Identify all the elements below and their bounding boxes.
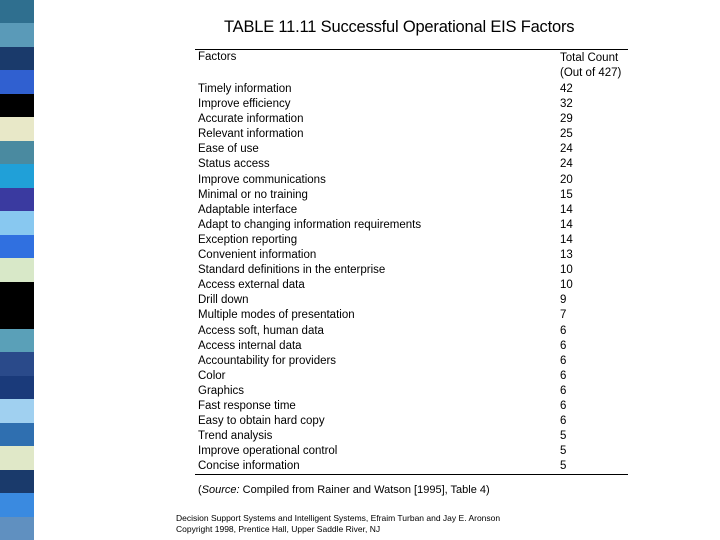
count-cell: 14 — [560, 203, 573, 216]
table-row — [198, 233, 628, 248]
factor-cell: Accurate information — [198, 113, 304, 126]
stripe-block — [0, 305, 34, 328]
count-cell: 5 — [560, 460, 567, 473]
stripe-block — [0, 47, 34, 70]
stripe-block — [0, 446, 34, 469]
factor-cell: Color — [198, 369, 226, 382]
column-header-total-count — [560, 51, 621, 81]
decorative-color-stripe — [0, 0, 34, 540]
stripe-block — [0, 23, 34, 46]
table-row — [198, 263, 628, 278]
source-open-paren: ( — [198, 484, 202, 496]
count-cell: 6 — [560, 354, 567, 367]
count-cell: 9 — [560, 294, 567, 307]
count-cell: 42 — [560, 83, 573, 95]
count-cell: 6 — [560, 399, 567, 412]
stripe-block — [0, 493, 34, 516]
count-cell: 10 — [560, 264, 573, 277]
table-row — [198, 399, 628, 414]
stripe-block — [0, 94, 34, 117]
table-row — [198, 293, 628, 308]
factor-cell: Exception reporting — [198, 233, 298, 246]
factor-cell: Status access — [198, 158, 270, 171]
count-cell: 7 — [560, 309, 567, 322]
factor-cell: Multiple modes of presentation — [198, 309, 355, 322]
stripe-block — [0, 517, 34, 540]
count-cell: 6 — [560, 369, 567, 382]
table-row — [198, 188, 628, 203]
table-row — [198, 278, 628, 293]
column-header-total-line1: Total Count — [560, 52, 619, 64]
factor-cell: Accountability for providers — [198, 354, 337, 367]
count-cell: 6 — [560, 339, 567, 352]
table-body — [198, 82, 628, 474]
column-header-total-line2: (Out of 427) — [560, 67, 622, 79]
column-header-factors: Factors — [198, 51, 237, 63]
table-top-rule — [195, 49, 628, 50]
source-text: Compiled from Rainer and Watson [1995], Table 4) — [239, 484, 490, 496]
count-cell: 13 — [560, 249, 573, 262]
table-row — [198, 429, 628, 444]
count-cell: 6 — [560, 324, 567, 337]
table-row — [198, 384, 628, 399]
table-row — [198, 308, 628, 323]
count-cell: 5 — [560, 430, 567, 443]
count-cell: 14 — [560, 233, 573, 246]
table-row — [198, 142, 628, 157]
table-title: TABLE 11.11 Successful Operational EIS Factors — [224, 18, 575, 36]
factor-cell: Concise information — [198, 460, 300, 473]
count-cell: 25 — [560, 128, 573, 141]
count-cell: 14 — [560, 218, 573, 231]
copyright-credit — [176, 513, 500, 535]
table-row — [198, 127, 628, 142]
table-row — [198, 248, 628, 263]
table-row — [198, 339, 628, 354]
factor-cell: Access external data — [198, 279, 305, 292]
factor-cell: Easy to obtain hard copy — [198, 415, 325, 428]
table-row — [198, 97, 628, 112]
table-row — [198, 203, 628, 218]
count-cell: 20 — [560, 173, 573, 186]
factor-cell: Ease of use — [198, 143, 259, 156]
table-row — [198, 157, 628, 172]
stripe-block — [0, 470, 34, 493]
factor-cell: Adapt to changing information requirements — [198, 218, 422, 231]
table-row — [198, 369, 628, 384]
stripe-block — [0, 329, 34, 352]
stripe-block — [0, 0, 34, 23]
stripe-block — [0, 70, 34, 93]
table-row — [198, 112, 628, 127]
factor-cell: Relevant information — [198, 128, 304, 141]
table-row — [198, 173, 628, 188]
table-row — [198, 459, 628, 474]
stripe-block — [0, 376, 34, 399]
factor-cell: Access soft, human data — [198, 324, 324, 337]
credit-line1: Decision Support Systems and Intelligent Systems, Efraim Turban and Jay E. Aronson — [176, 513, 501, 523]
stripe-block — [0, 117, 34, 140]
factor-cell: Improve operational control — [198, 445, 338, 458]
table-row — [198, 82, 628, 97]
stripe-block — [0, 282, 34, 305]
table-row — [198, 444, 628, 459]
count-cell: 6 — [560, 415, 567, 428]
factor-cell: Convenient information — [198, 249, 317, 262]
source-note — [198, 484, 490, 496]
factor-cell: Graphics — [198, 384, 245, 397]
factor-cell: Trend analysis — [198, 430, 273, 443]
stripe-block — [0, 258, 34, 281]
count-cell: 6 — [560, 384, 567, 397]
count-cell: 5 — [560, 445, 567, 458]
table-row — [198, 324, 628, 339]
stripe-block — [0, 399, 34, 422]
factor-cell: Standard definitions in the enterprise — [198, 264, 386, 277]
factor-cell: Improve efficiency — [198, 98, 291, 111]
credit-line2: Copyright 1998, Prentice Hall, Upper Saddle River, NJ — [176, 524, 381, 534]
factor-cell: Adaptable interface — [198, 203, 298, 216]
factor-cell: Drill down — [198, 294, 249, 307]
factor-cell: Access internal data — [198, 339, 302, 352]
stripe-block — [0, 141, 34, 164]
count-cell: 24 — [560, 143, 573, 156]
count-cell: 29 — [560, 113, 573, 126]
table-row — [198, 218, 628, 233]
factor-cell: Fast response time — [198, 399, 296, 412]
count-cell: 15 — [560, 188, 573, 201]
stripe-block — [0, 423, 34, 446]
stripe-block — [0, 188, 34, 211]
source-label: Source: — [201, 484, 240, 496]
factor-cell: Timely information — [198, 83, 292, 95]
stripe-block — [0, 235, 34, 258]
table-row — [198, 414, 628, 429]
table-row — [198, 354, 628, 369]
table-bottom-rule — [195, 474, 628, 475]
count-cell: 24 — [560, 158, 573, 171]
count-cell: 32 — [560, 98, 573, 111]
factor-cell: Improve communications — [198, 173, 326, 186]
factor-cell: Minimal or no training — [198, 188, 308, 201]
stripe-block — [0, 211, 34, 234]
count-cell: 10 — [560, 279, 573, 292]
stripe-block — [0, 164, 34, 187]
stripe-block — [0, 352, 34, 375]
